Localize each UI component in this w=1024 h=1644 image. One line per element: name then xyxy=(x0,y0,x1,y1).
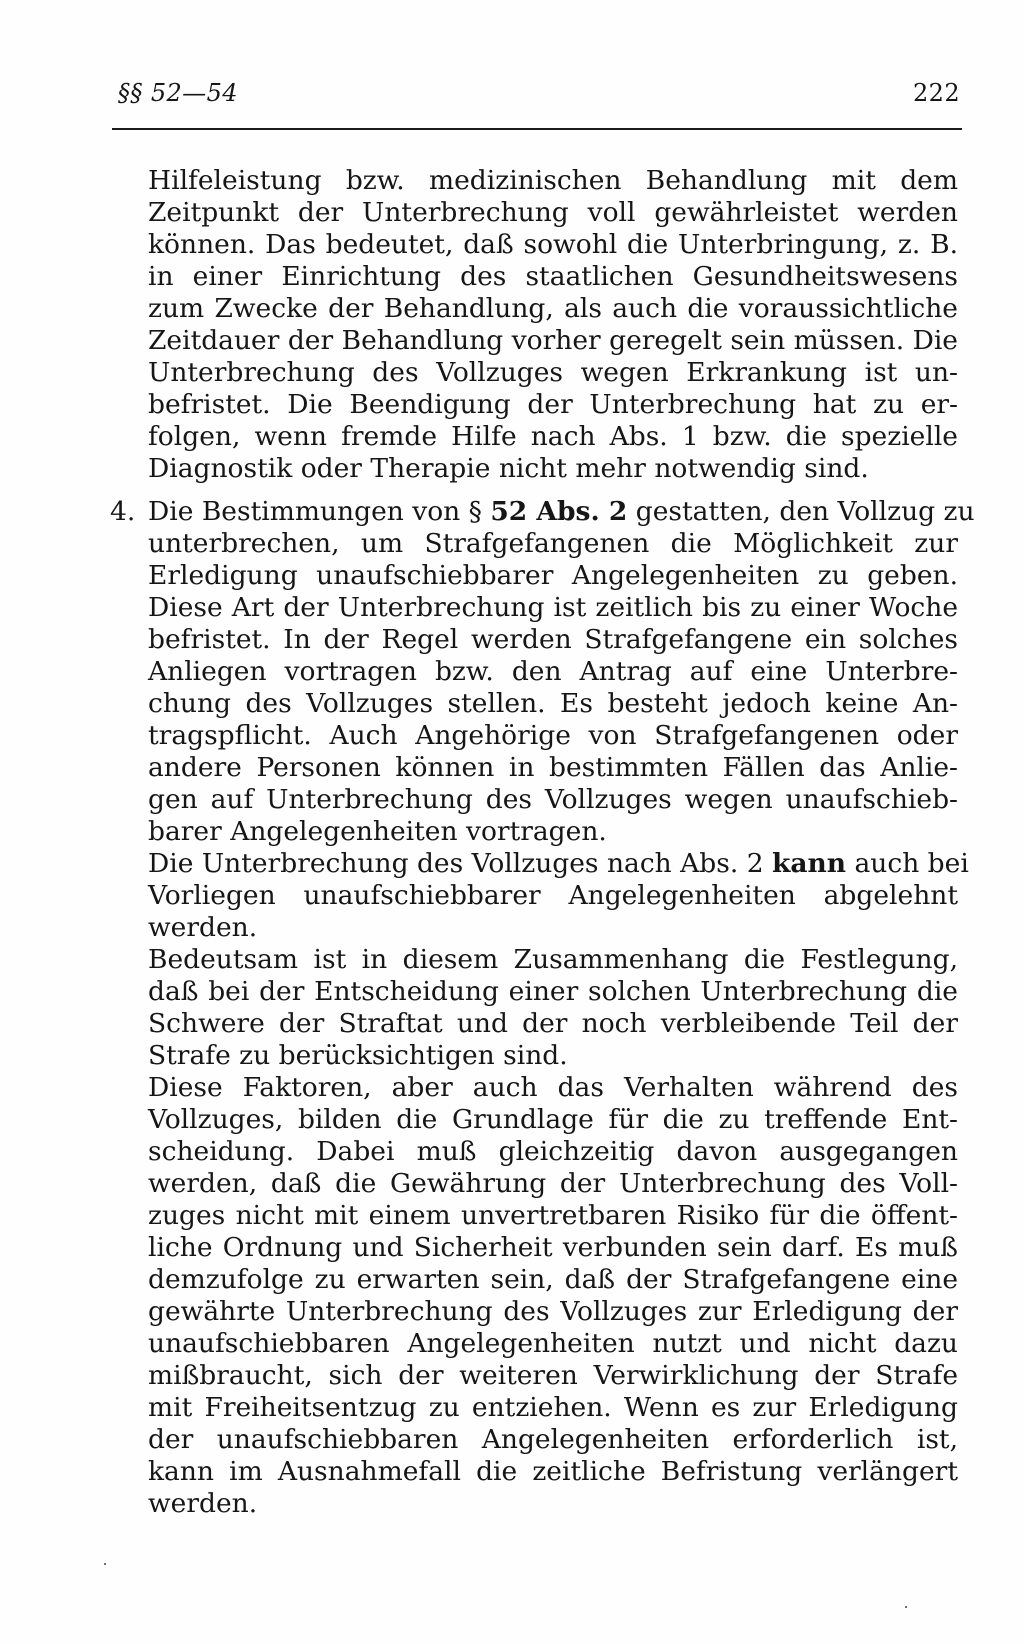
text-line: unaufschiebbaren Angelegenheiten nutzt und nicht dazu xyxy=(148,1328,958,1359)
text-line: barer Angelegenheiten vortragen. xyxy=(148,816,607,847)
text-segment: gestatten, den Vollzug zu xyxy=(627,496,975,527)
text-line: daß bei der Entscheidung einer solchen Unterbrechung die xyxy=(148,976,958,1007)
text-line: gewährte Unterbrechung des Vollzuges zur Erledigung der xyxy=(148,1296,958,1327)
text-line: Unterbrechung des Vollzuges wegen Erkrankung ist un- xyxy=(148,357,958,388)
scan-speck xyxy=(905,1606,907,1608)
text-line: folgen, wenn fremde Hilfe nach Abs. 1 bzw. die spezielle xyxy=(148,421,958,452)
text-line: der unaufschiebbaren Angelegenheiten erforderlich ist, xyxy=(148,1424,958,1455)
text-line: werden, daß die Gewährung der Unterbrechung des Voll- xyxy=(148,1168,958,1199)
text-line: Diagnostik oder Therapie nicht mehr notwendig sind. xyxy=(148,453,869,484)
text-line: Bedeutsam ist in diesem Zusammenhang die Festlegung, xyxy=(148,944,958,975)
text-line: Hilfeleistung bzw. medizinischen Behandlung mit dem xyxy=(148,165,958,196)
running-header xyxy=(118,78,960,112)
text-segment: Die Unterbrechung des Vollzuges nach Abs. 2 xyxy=(148,848,772,879)
text-line: zuges nicht mit einem unvertretbaren Risiko für die öffent- xyxy=(148,1200,958,1231)
page-number: 222 xyxy=(912,79,960,107)
text-line: werden. xyxy=(148,1488,258,1519)
text-line: chung des Vollzuges stellen. Es besteht jedoch keine An- xyxy=(148,688,958,719)
text-line: Vollzuges, bilden die Grundlage für die zu treffende Ent- xyxy=(148,1104,958,1135)
text-line: zum Zwecke der Behandlung, als auch die voraussichtliche xyxy=(148,293,958,324)
bold-reference: 52 Abs. 2 xyxy=(490,496,628,527)
text-line: demzufolge zu erwarten sein, daß der Strafgefangene eine xyxy=(148,1264,958,1295)
text-line: Erledigung unaufschiebbarer Angelegenheiten zu geben. xyxy=(148,560,958,591)
text-line: Zeitpunkt der Unterbrechung voll gewährleistet werden xyxy=(148,197,958,228)
text-segment: Die Bestimmungen von § xyxy=(148,496,491,527)
text-line: scheidung. Dabei muß gleichzeitig davon ausgegangen xyxy=(148,1136,958,1167)
text-line: liche Ordnung und Sicherheit verbunden sein darf. Es muß xyxy=(148,1232,958,1263)
text-line: Diese Art der Unterbrechung ist zeitlich bis zu einer Woche xyxy=(148,592,958,623)
text-line: befristet. Die Beendigung der Unterbrechung hat zu er- xyxy=(148,389,958,420)
text-line: tragspflicht. Auch Angehörige von Strafgefangenen oder xyxy=(148,720,958,751)
text-line: Diese Faktoren, aber auch das Verhalten während des xyxy=(148,1072,958,1103)
list-item-number: 4. xyxy=(110,496,136,527)
text-line: mißbraucht, sich der weiteren Verwirklichung der Strafe xyxy=(148,1360,958,1391)
text-line: Schwere der Straftat und der noch verbleibende Teil der xyxy=(148,1008,958,1039)
scan-speck xyxy=(104,1563,106,1565)
text-line: Strafe zu berücksichtigen sind. xyxy=(148,1040,568,1071)
text-line: in einer Einrichtung des staatlichen Gesundheitswesens xyxy=(148,261,958,292)
text-segment: auch bei xyxy=(846,848,969,879)
text-line: Vorliegen unaufschiebbarer Angelegenheiten abgelehnt xyxy=(148,880,958,911)
text-line: andere Personen können in bestimmten Fällen das Anlie- xyxy=(148,752,958,783)
section-reference: §§ 52—54 xyxy=(118,79,238,107)
text-line: mit Freiheitsentzug zu entziehen. Wenn es zur Erledigung xyxy=(148,1392,958,1423)
text-line xyxy=(148,848,969,880)
text-line: Anliegen vortragen bzw. den Antrag auf eine Unterbre- xyxy=(148,656,958,687)
bold-emphasis: kann xyxy=(771,848,847,879)
text-line: unterbrechen, um Strafgefangenen die Möglichkeit zur xyxy=(148,528,958,559)
text-line: werden. xyxy=(148,912,258,943)
text-line: gen auf Unterbrechung des Vollzuges wegen unaufschieb- xyxy=(148,784,958,815)
text-line: Zeitdauer der Behandlung vorher geregelt sein müssen. Die xyxy=(148,325,958,356)
text-line xyxy=(148,496,975,528)
header-rule xyxy=(112,128,962,130)
text-line: befristet. In der Regel werden Strafgefangene ein solches xyxy=(148,624,958,655)
text-line: kann im Ausnahmefall die zeitliche Befristung verlängert xyxy=(148,1456,958,1487)
text-line: können. Das bedeutet, daß sowohl die Unterbringung, z. B. xyxy=(148,229,958,260)
